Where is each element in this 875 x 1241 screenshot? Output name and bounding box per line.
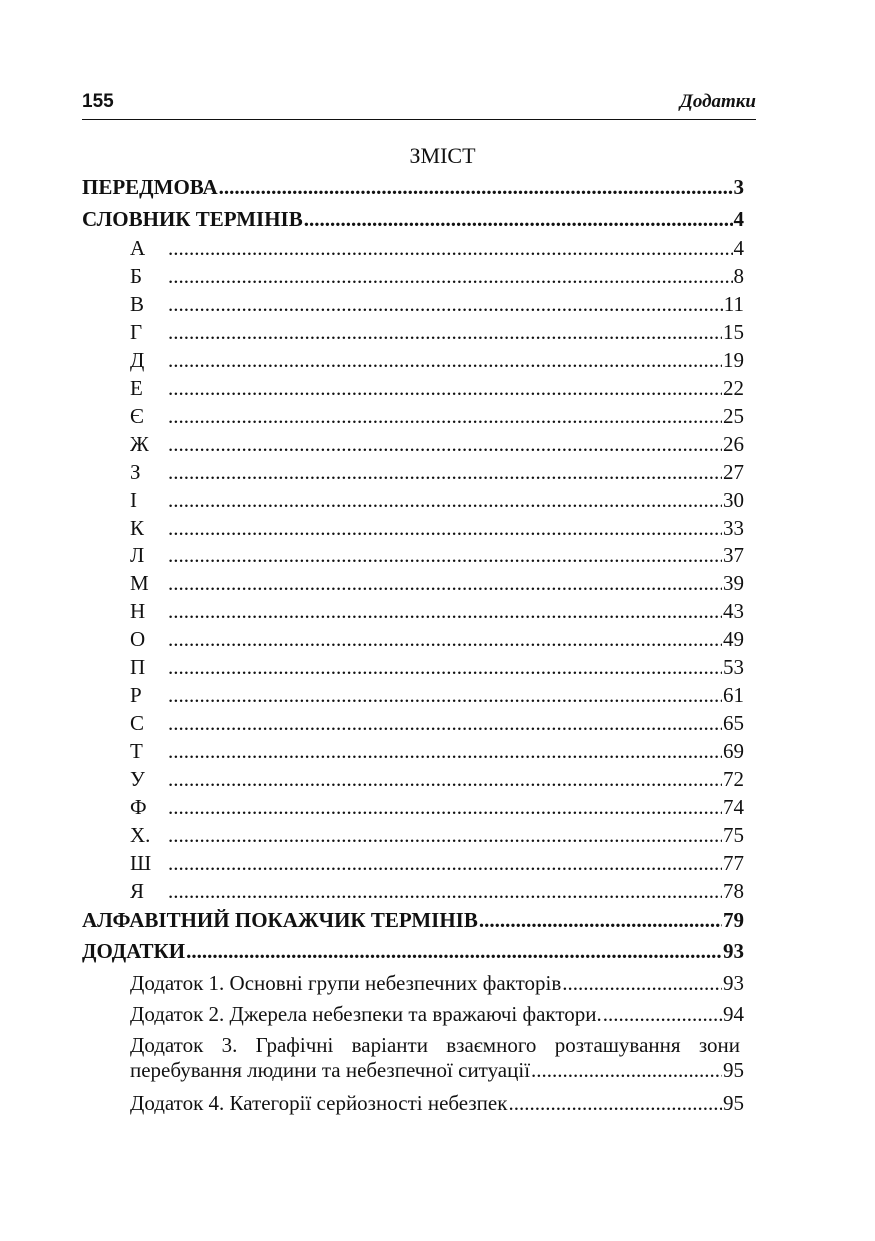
toc-letter-entry[interactable] [130, 402, 744, 430]
dot-leader [219, 173, 733, 201]
toc-letter-label: Т [130, 739, 143, 764]
toc-letter-entry[interactable] [130, 737, 744, 765]
toc-entry-page: 33 [723, 515, 744, 540]
toc-appendix-2[interactable] [130, 1000, 744, 1028]
dot-leader [186, 937, 722, 965]
toc-letter-label: Д [130, 347, 145, 372]
toc-entry-page: 27 [723, 459, 744, 484]
toc-entry-page: 93 [723, 971, 744, 995]
toc-entry-page: 65 [723, 711, 744, 736]
toc-letter-label: Б [130, 263, 143, 288]
toc-letter-label: Ш [130, 850, 152, 875]
toc-letter-entry[interactable] [130, 569, 744, 597]
toc-entry-page: 77 [723, 850, 744, 875]
toc-letter-label: К [130, 515, 145, 540]
toc-entry-page: 78 [723, 878, 744, 903]
toc-letter-entry[interactable] [130, 318, 744, 346]
toc-appendix-4[interactable] [130, 1089, 744, 1117]
dot-leader [168, 765, 722, 793]
toc-letter-label: Г [130, 319, 143, 344]
toc-appendix-1[interactable] [130, 969, 744, 997]
toc-entry-label: СЛОВНИК ТЕРМІНІВ [82, 207, 303, 231]
dot-leader [168, 597, 722, 625]
toc-letter-entry[interactable] [130, 625, 744, 653]
toc-appendix-3-line1[interactable]: Додаток 3. Графічні варіанти взаємного розташування зони [130, 1033, 740, 1057]
page-header [82, 88, 756, 120]
toc-entry-page: 15 [723, 319, 744, 344]
toc-entry-page: 79 [723, 908, 744, 932]
toc-entry-page: 53 [723, 655, 744, 680]
toc-entry-page: 61 [723, 683, 744, 708]
toc-letter-entry[interactable] [130, 486, 744, 514]
dot-leader [168, 821, 722, 849]
toc-entry-page: 3 [733, 175, 744, 199]
toc-letter-entry[interactable] [130, 346, 744, 374]
toc-letter-entry[interactable] [130, 514, 744, 542]
dot-leader [168, 709, 722, 737]
toc-letter-entry[interactable] [130, 234, 744, 262]
toc-letter-label: С [130, 711, 145, 736]
dot-leader [168, 653, 722, 681]
toc-letter-label: Є [130, 403, 144, 428]
toc-letter-entry[interactable] [130, 709, 744, 737]
toc-entry-page: 49 [723, 627, 744, 652]
toc-entry-page: 25 [723, 403, 744, 428]
toc-letter-label: П [130, 655, 146, 680]
toc-entry-glossary[interactable] [82, 205, 744, 233]
toc-entry-page: 22 [723, 375, 744, 400]
toc-letter-label: Ж [130, 431, 149, 456]
dot-leader [168, 318, 722, 346]
dot-leader [168, 262, 733, 290]
toc-letter-entry[interactable] [130, 597, 744, 625]
page-number: 155 [82, 91, 114, 112]
dot-leader [304, 205, 733, 233]
toc-entry-label: АЛФАВІТНИЙ ПОКАЖЧИК ТЕРМІНІВ [82, 908, 478, 932]
toc-letter-entry[interactable] [130, 681, 744, 709]
toc-entry-page: 4 [733, 236, 744, 260]
toc-letter-label: Р [130, 683, 142, 708]
dot-leader [168, 793, 722, 821]
toc-letter-label: З [130, 459, 141, 484]
dot-leader [562, 969, 722, 997]
toc-letter-entry[interactable] [130, 821, 744, 849]
toc-letter-label: Н [130, 599, 146, 624]
toc-letter-entry[interactable] [130, 793, 744, 821]
toc-entry-page: 93 [723, 939, 744, 963]
dot-leader [168, 346, 722, 374]
toc-letter-entry[interactable] [130, 653, 744, 681]
dot-leader [168, 402, 722, 430]
toc-entry-label: ДОДАТКИ [82, 939, 186, 963]
toc-letter-entry[interactable] [130, 262, 744, 290]
toc-entry-page: 4 [733, 207, 744, 231]
dot-leader [168, 486, 722, 514]
toc-letter-entry[interactable] [130, 290, 744, 318]
toc-letter-label: В [130, 291, 145, 316]
toc-letter-label: М [130, 571, 149, 596]
toc-letter-label: У [130, 767, 145, 792]
toc-letter-entry[interactable] [130, 458, 744, 486]
toc-entry-page: 11 [723, 291, 744, 316]
toc-letter-label: А [130, 236, 146, 260]
dot-leader [168, 737, 722, 765]
dot-leader [168, 458, 722, 486]
toc-entry-page: 37 [723, 543, 744, 568]
toc-entry-page: 39 [723, 571, 744, 596]
toc-entry-page: 74 [723, 795, 744, 819]
toc-entry-page: 95 [723, 1091, 744, 1115]
dot-leader [168, 849, 722, 877]
toc-entry-page: 72 [723, 767, 744, 792]
toc-letter-entry[interactable] [130, 765, 744, 793]
toc-entry-label: Додаток 1. Основні групи небезпечних факторів [130, 971, 562, 995]
dot-leader [508, 1089, 722, 1117]
toc-entry-label: ПЕРЕДМОВА [82, 175, 218, 199]
toc-entry-index[interactable] [82, 906, 744, 934]
toc-entry-page: 26 [723, 431, 744, 456]
toc-appendix-3[interactable] [130, 1056, 744, 1084]
toc-entry-page: 75 [723, 822, 744, 847]
toc-entry-preface[interactable] [82, 173, 744, 201]
dot-leader [168, 877, 722, 905]
toc-letter-label: Я [130, 878, 145, 903]
dot-leader [168, 681, 722, 709]
toc-letter-label: І [130, 487, 137, 512]
toc-entry-appendices[interactable] [82, 937, 744, 965]
dot-leader [479, 906, 722, 934]
dot-leader [168, 430, 722, 458]
toc-letter-entry[interactable] [130, 430, 744, 458]
toc-entry-label: Додаток 4. Категорії серйозності небезпек [130, 1091, 508, 1115]
dot-leader [168, 290, 723, 318]
dot-leader [168, 541, 722, 569]
dot-leader [168, 569, 722, 597]
dot-leader [531, 1056, 722, 1084]
toc-entry-page: 19 [723, 347, 744, 372]
toc-letter-label: Ф [130, 795, 147, 819]
toc-entry-page: 8 [733, 263, 744, 288]
dot-leader [168, 514, 722, 542]
toc-letter-entry[interactable] [130, 374, 744, 402]
toc-entry-label: перебування людини та небезпечної ситуації [130, 1058, 531, 1082]
toc-entry-page: 30 [723, 487, 744, 512]
toc-letter-label: О [130, 627, 146, 652]
toc-letter-entry[interactable] [130, 849, 744, 877]
toc-letter-label: Х. [130, 822, 151, 847]
toc-entry-page: 69 [723, 739, 744, 764]
dot-leader [168, 625, 722, 653]
toc-entry-page: 94 [723, 1002, 744, 1026]
toc-letter-label: Л [130, 543, 145, 568]
dot-leader [603, 1000, 722, 1028]
toc-entry-label: Додаток 2. Джерела небезпеки та вражаючі фактори. [130, 1002, 602, 1026]
running-head: Додатки [679, 91, 756, 112]
dot-leader [168, 234, 733, 262]
toc-entry-page: 43 [723, 599, 744, 624]
toc-letter-entry[interactable] [130, 877, 744, 905]
toc-title: ЗМІСТ [409, 143, 476, 168]
toc-entry-page: 95 [723, 1058, 744, 1082]
toc-letter-label: Е [130, 375, 143, 400]
dot-leader [168, 374, 722, 402]
toc-letter-entry[interactable] [130, 541, 744, 569]
